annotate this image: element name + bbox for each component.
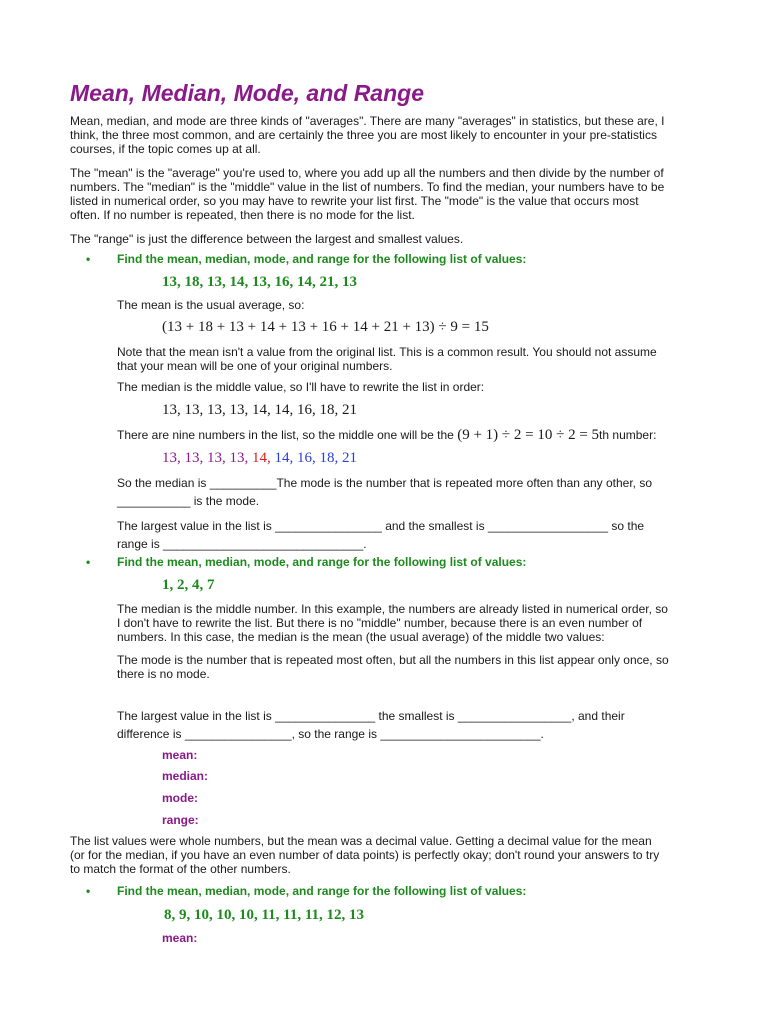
ex1-note-line1: Note that the mean isn't a value from the original list. This is a common result. You should not assume xyxy=(117,345,657,359)
bullet-icon: • xyxy=(86,884,91,898)
closing-line2: (or for the median, if you have an even number of data points) is perfectly okay; don't round your answers to try xyxy=(70,848,660,862)
ex1-blank1-line2: ___________ is the mode. xyxy=(117,494,260,508)
page-title: Mean, Median, Mode, and Range xyxy=(70,80,424,106)
ex3-prompt: Find the mean, median, mode, and range for the following list of values: xyxy=(117,884,527,898)
intro-p2-line4: often. If no number is repeated, then there is no mode for the list. xyxy=(70,208,415,222)
closing-line3: to match the format of the other numbers. xyxy=(70,862,291,876)
closing-line1: The list values were whole numbers, but the mean was a decimal value. Getting a decimal value for the mean xyxy=(70,834,652,848)
intro-p1-line2: think, the three most common, and are certainly the three you are most likely to encounter in your pre-statistics xyxy=(70,128,657,142)
ex2-prompt: Find the mean, median, mode, and range for the following list of values: xyxy=(117,555,527,569)
ex1-nine-line xyxy=(117,428,656,442)
colored-list-red: 14, xyxy=(252,450,271,466)
ex1-blank1-line1: So the median is __________The mode is the number that is repeated more often than any other, so xyxy=(117,476,653,490)
ex2-list: 1, 2, 4, 7 xyxy=(162,577,215,593)
intro-p2-line1: The "mean" is the "average" you're used to, where you add up all the numbers and then divide by the number of xyxy=(70,166,664,180)
ex2-median-label: median: xyxy=(162,769,209,783)
ex1-nine-math: (9 + 1) ÷ 2 = 10 ÷ 2 = 5 xyxy=(457,427,600,443)
ex2-blank-line1: The largest value in the list is _______________ the smallest is _________________, and their xyxy=(117,709,625,723)
intro-p3: The "range" is just the difference between the largest and smallest values. xyxy=(70,232,464,246)
ex1-blank2-line1: The largest value in the list is ________________ and the smallest is __________________ so the xyxy=(117,519,645,533)
ex2-median-line3: numbers. In this case, the median is the mean (the usual average) of the middle two values: xyxy=(117,630,605,644)
ex1-mean-intro: The mean is the usual average, so: xyxy=(117,298,305,312)
bullet-icon: • xyxy=(86,555,91,569)
ex2-median-line2: I don't have to rewrite the list. But there is no "middle" number, because there is an even number of xyxy=(117,616,643,630)
ex2-mode-line1: The mode is the number that is repeated most often, but all the numbers in this list appear only once, so xyxy=(117,653,669,667)
ex1-nine-suffix: th number: xyxy=(599,428,657,442)
ex2-median-line1: The median is the middle number. In this example, the numbers are already listed in numerical order, so xyxy=(117,602,668,616)
ex1-sorted-list: 13, 13, 13, 13, 14, 14, 16, 18, 21 xyxy=(162,402,357,418)
ex2-range-label: range: xyxy=(162,813,199,827)
intro-p2-line2: numbers. The "median" is the "middle" value in the list of numbers. To find the median, your numbers have to be xyxy=(70,180,665,194)
intro-p2-line3: listed in numerical order, so you may have to rewrite your list first. The "mode" is the value that occurs most xyxy=(70,194,639,208)
ex1-list: 13, 18, 13, 14, 13, 16, 14, 21, 13 xyxy=(162,274,357,290)
ex1-prompt: Find the mean, median, mode, and range for the following list of values: xyxy=(117,252,527,266)
ex1-nine-text: There are nine numbers in the list, so the middle one will be the xyxy=(117,428,454,442)
bullet-icon: • xyxy=(86,252,91,266)
ex3-mean-label: mean: xyxy=(162,931,198,945)
intro-p1-line1: Mean, median, and mode are three kinds of "averages". There are many "averages" in statistics, but these are, I xyxy=(70,114,665,128)
ex2-mode-line2: there is no mode. xyxy=(117,667,210,681)
ex1-note-line2: that your mean will be one of your original numbers. xyxy=(117,359,393,373)
ex3-list: 8, 9, 10, 10, 10, 11, 11, 11, 12, 13 xyxy=(164,907,365,923)
colored-list-blue: 14, 16, 18, 21 xyxy=(274,450,357,466)
ex2-blank-line2: difference is ________________, so the range is ________________________. xyxy=(117,727,544,741)
ex2-mean-label: mean: xyxy=(162,748,198,762)
ex1-colored-list xyxy=(162,450,357,467)
ex1-median-intro: The median is the middle value, so I'll have to rewrite the list in order: xyxy=(117,380,485,394)
ex2-mode-label: mode: xyxy=(162,791,198,805)
ex1-blank2-line2: range is ______________________________. xyxy=(117,537,367,551)
intro-p1-line3: courses, if the topic comes up at all. xyxy=(70,142,261,156)
colored-list-purple: 13, 13, 13, 13, xyxy=(162,450,249,466)
ex1-mean-equation: (13 + 18 + 13 + 14 + 13 + 16 + 14 + 21 + 13) ÷ 9 = 15 xyxy=(162,319,489,335)
